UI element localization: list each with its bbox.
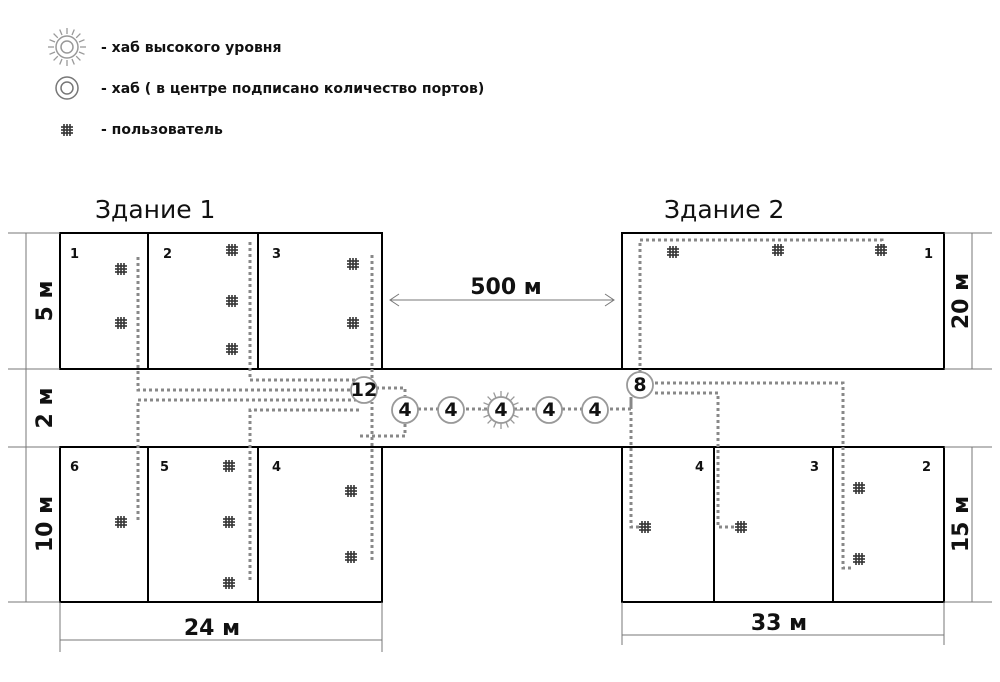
legend-hub-icon: [56, 77, 78, 99]
repeater-hub-5: [582, 397, 608, 423]
svg-text:4: 4: [398, 399, 412, 421]
user-icon: [115, 317, 127, 329]
legend-user-icon: [61, 124, 73, 136]
user-icon: [223, 460, 235, 472]
top-level-hub: [482, 391, 520, 429]
room-b1-1: 1: [70, 247, 80, 262]
user-icon: [115, 263, 127, 275]
room-b1-4: 4: [272, 460, 282, 475]
user-icon: [345, 551, 357, 563]
building-2-bottom-block: [622, 447, 944, 602]
user-icon: [226, 343, 238, 355]
svg-text:4: 4: [588, 399, 602, 421]
room-b1-5: 5: [160, 460, 170, 475]
user-icon: [345, 485, 357, 497]
legend-user-label: - пользователь: [101, 122, 223, 138]
room-b2-2: 2: [922, 460, 932, 475]
repeater-hub-4: [536, 397, 562, 423]
user-icon: [115, 516, 127, 528]
user-icon: [853, 482, 865, 494]
user-icon: [347, 317, 359, 329]
repeater-hub-2: [438, 397, 464, 423]
dim-b2-width: 33 м: [750, 611, 808, 636]
user-icon: [853, 553, 865, 565]
hub-12: [351, 377, 377, 403]
user-icon: [226, 244, 238, 256]
hub-8: [627, 372, 653, 398]
building-2-title: Здание 2: [664, 195, 785, 224]
room-b1-2: 2: [163, 247, 173, 262]
user-icon: [223, 577, 235, 589]
room-b2-1: 1: [924, 247, 934, 262]
building-1: [60, 195, 382, 602]
building-1-title: Здание 1: [95, 195, 216, 224]
user-icon: [772, 244, 784, 256]
user-icon: [347, 258, 359, 270]
dim-b1-top: 5 м: [33, 280, 58, 322]
building-1-top-block: [60, 233, 382, 369]
svg-text:12: 12: [350, 379, 378, 401]
dim-b1-bottom: 10 м: [33, 495, 58, 553]
svg-text:4: 4: [542, 399, 556, 421]
user-icon: [875, 244, 887, 256]
room-b1-6: 6: [70, 460, 80, 475]
room-b2-4: 4: [695, 460, 705, 475]
user-icon: [226, 295, 238, 307]
dim-b2-bottom: 15 м: [949, 495, 974, 553]
svg-text:4: 4: [494, 399, 508, 421]
user-icon: [735, 521, 747, 533]
legend-top-hub-icon: [48, 28, 86, 66]
room-b1-3: 3: [272, 247, 282, 262]
dim-b1-corridor: 2 м: [33, 387, 58, 429]
legend: [48, 28, 484, 138]
repeater-hub-1: [392, 397, 418, 423]
user-icon: [667, 246, 679, 258]
legend-hub-label: - хаб ( в центре подписано количество портов): [101, 81, 485, 97]
svg-text:8: 8: [633, 374, 647, 396]
user-icon: [639, 521, 651, 533]
hubs: [351, 372, 653, 429]
room-b2-3: 3: [810, 460, 820, 475]
building-1-bottom-block: [60, 447, 382, 602]
dim-distance: 500 м: [470, 275, 542, 300]
svg-text:4: 4: [444, 399, 458, 421]
user-icon: [223, 516, 235, 528]
dim-b2-top: 20 м: [949, 272, 974, 330]
dim-b1-width: 24 м: [183, 616, 241, 641]
legend-top-hub-label: - хаб высокого уровня: [101, 40, 282, 56]
